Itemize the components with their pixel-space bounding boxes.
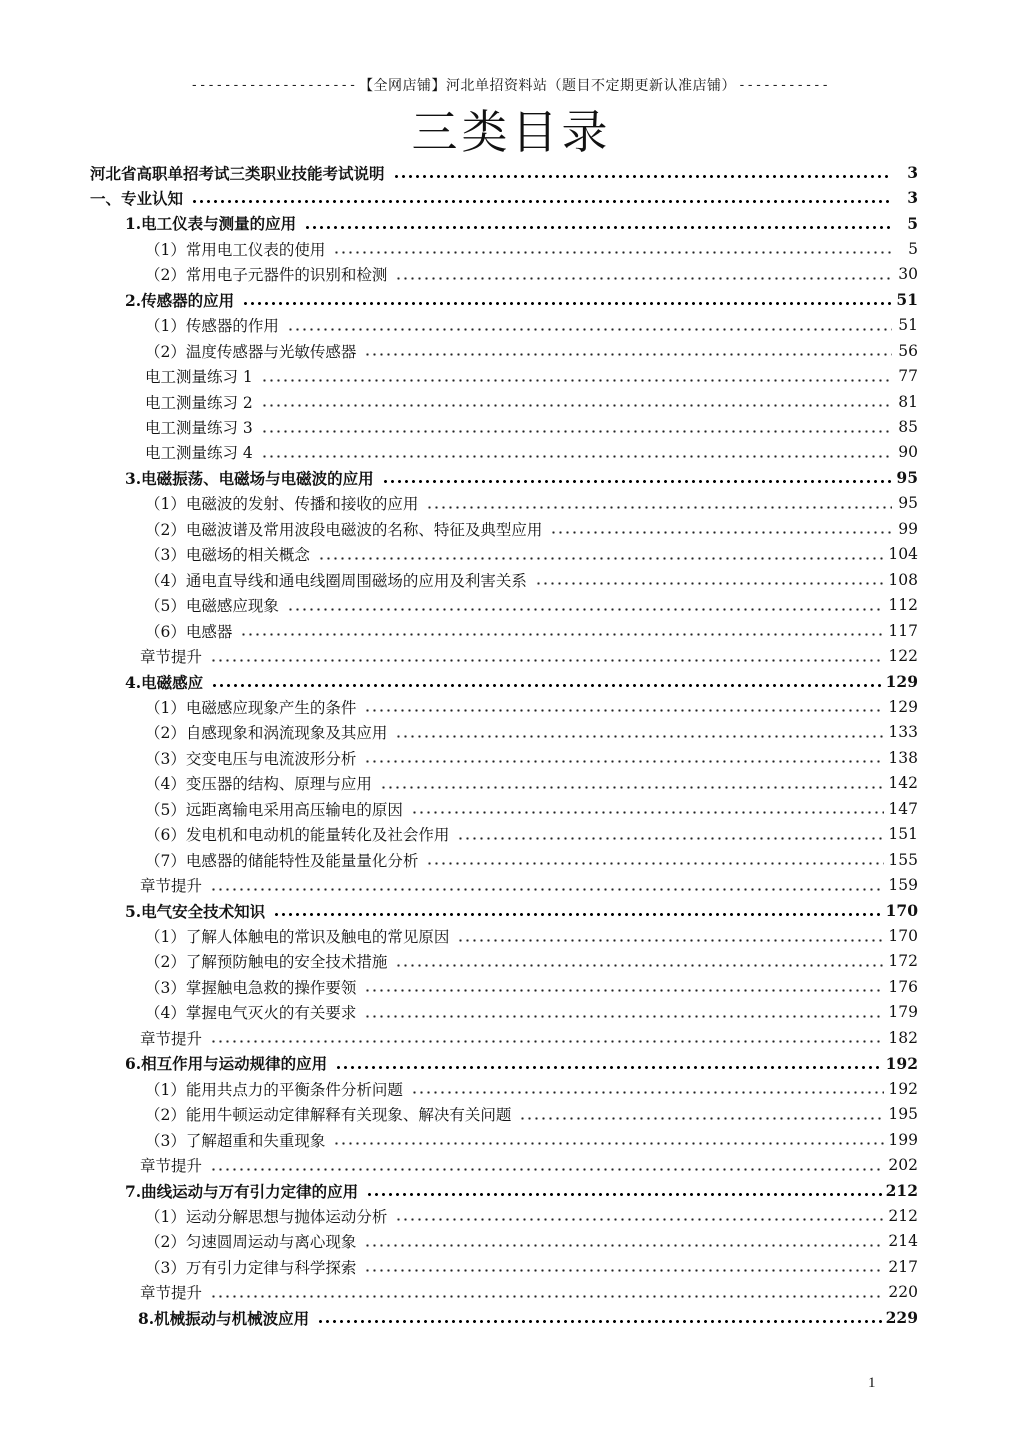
toc-dot-leader (210, 1040, 884, 1043)
toc-entry (125, 898, 918, 923)
toc-entry-page: 112 (888, 596, 918, 615)
toc-entry-label: 5.电气安全技术知识 (125, 901, 266, 921)
toc-entry (145, 618, 918, 643)
toc-entry-page: 90 (898, 443, 918, 462)
toc-entry-page: 5 (908, 239, 918, 258)
toc-entry-page: 3 (907, 163, 918, 182)
toc-dot-leader (304, 225, 892, 229)
toc-dot-leader (395, 277, 892, 280)
toc-dot-leader (411, 1091, 885, 1094)
toc-entry-label: （2）能用牛顿运动定律解释有关现象、解决有关问题 (145, 1106, 512, 1125)
toc-entry-label: （1）能用共点力的平衡条件分析问题 (145, 1080, 403, 1099)
toc-entry (125, 465, 918, 490)
toc-dot-leader (364, 709, 884, 712)
toc-entry (145, 440, 918, 465)
toc-entry-page: 30 (898, 265, 918, 284)
toc-dot-leader (364, 1015, 884, 1018)
toc-entry (125, 1051, 918, 1076)
toc-entry-page: 170 (885, 901, 918, 921)
banner-dashes-right: ----------- (737, 77, 830, 93)
toc-entry (145, 364, 918, 389)
toc-entry-page: 108 (888, 570, 918, 589)
toc-entry (145, 491, 918, 516)
toc-entry-label: （2）温度传感器与光敏传感器 (145, 342, 357, 361)
toc-entry-page: 217 (888, 1257, 918, 1276)
toc-entry (145, 924, 918, 949)
toc-entry (145, 1203, 918, 1228)
toc-entry (145, 796, 918, 821)
toc-entry-label: 章节提升 (140, 877, 203, 896)
toc-entry-label: 7.曲线运动与万有引力定律的应用 (125, 1181, 359, 1201)
toc-dot-leader (287, 608, 885, 611)
toc-entry-label: 一、专业认知 (90, 188, 184, 208)
toc-dot-leader (535, 582, 885, 585)
toc-dot-leader (550, 531, 892, 534)
toc-entry-page: 95 (898, 494, 918, 513)
toc-entry-page: 133 (888, 723, 918, 742)
toc-entry-label: 6.相互作用与运动规律的应用 (125, 1054, 328, 1074)
toc-dot-leader (364, 989, 884, 992)
toc-entry-label: （1）电磁感应现象产生的条件 (145, 698, 357, 717)
toc-entry-label: （3）掌握触电急救的操作要领 (145, 978, 357, 997)
toc-entry (145, 593, 918, 618)
toc-entry-page: 129 (885, 672, 918, 691)
toc-entry-label: 章节提升 (140, 1157, 203, 1176)
toc-entry-label: 电工测量练习 3 (145, 419, 253, 437)
toc-entry (145, 1229, 918, 1254)
toc-entry (145, 338, 918, 363)
toc-entry-page: 151 (888, 825, 918, 844)
toc-entry (145, 949, 918, 974)
toc-entry (145, 262, 918, 287)
toc-entry (90, 160, 918, 185)
toc-entry-label: （1）了解人体触电的常识及触电的常见原因 (145, 928, 450, 946)
toc-entry-page: 99 (898, 519, 918, 538)
toc-entry-label: （5）远距离输电采用高压输电的原因 (145, 800, 403, 819)
toc-entry (145, 236, 918, 261)
toc-entry (140, 1025, 918, 1050)
toc-dot-leader (318, 557, 885, 560)
toc-entry (90, 185, 918, 210)
toc-entry-page: 199 (888, 1130, 918, 1149)
toc-entry (145, 542, 918, 567)
toc-entry (125, 211, 918, 236)
toc-dot-leader (273, 913, 881, 917)
toc-entry-page: 5 (907, 213, 918, 233)
toc-entry-label: 3.电磁振荡、电磁场与电磁波的应用 (125, 468, 374, 488)
toc-dot-leader (364, 1269, 884, 1272)
toc-entry (125, 1178, 918, 1203)
toc-dot-leader (242, 302, 892, 306)
toc-entry (145, 1127, 918, 1152)
toc-dot-leader (519, 1117, 884, 1120)
toc-entry-label: （4）掌握电气灭火的有关要求 (145, 1004, 357, 1023)
toc-dot-leader (261, 379, 892, 382)
toc-entry-page: 182 (888, 1028, 918, 1047)
toc-entry (145, 1254, 918, 1279)
toc-entry-label: （2）常用电子元器件的识别和检测 (145, 266, 388, 285)
toc-entry-page: 117 (888, 621, 918, 640)
toc-entry-label: （1）运动分解思想与抛体运动分析 (145, 1207, 388, 1226)
toc-entry-label: （2）了解预防触电的安全技术措施 (145, 953, 388, 972)
page-number: 1 (868, 1375, 876, 1391)
toc-entry-label: （4）变压器的结构、原理与应用 (145, 775, 372, 794)
toc-entry-label: （2）自感现象和涡流现象及其应用 (145, 724, 388, 743)
toc-dot-leader (364, 1244, 884, 1247)
toc-dot-leader (261, 455, 892, 458)
toc-dot-leader (210, 1168, 884, 1171)
toc-entry-page: 51 (898, 316, 918, 335)
toc-entry (145, 389, 918, 414)
toc-entry-page: 212 (888, 1206, 918, 1225)
toc-entry-page: 77 (898, 367, 918, 386)
toc-entry-label: （1）传感器的作用 (145, 317, 279, 336)
toc-entry-label: （3）交变电压与电流波形分析 (145, 749, 357, 768)
toc-dot-leader (364, 353, 892, 356)
toc-entry-label: 章节提升 (140, 648, 203, 667)
shop-banner (160, 74, 860, 96)
toc-entry (125, 287, 918, 312)
toc-entry-label: 章节提升 (140, 1284, 203, 1303)
toc-entry (125, 669, 918, 694)
toc-entry (145, 720, 918, 745)
toc-entry-page: 95 (896, 468, 918, 488)
toc-entry-page: 122 (888, 647, 918, 666)
toc-entry-label: （3）万有引力定律与科学探索 (145, 1258, 357, 1277)
toc-entry-page: 147 (888, 799, 918, 818)
toc-entry (145, 694, 918, 719)
toc-entry-label: 电工测量练习 2 (145, 393, 253, 412)
toc-dot-leader (366, 1193, 881, 1197)
toc-entry-page: 142 (888, 774, 918, 793)
toc-entry (140, 873, 918, 898)
toc-entry-page: 81 (898, 392, 918, 411)
toc-entry (145, 1000, 918, 1025)
toc-entry (138, 1305, 918, 1330)
toc-entry-page: 214 (888, 1232, 918, 1251)
toc-entry-page: 159 (888, 876, 918, 895)
toc-dot-leader (317, 1320, 881, 1324)
toc-entry (145, 822, 918, 847)
toc-entry-page: 172 (888, 952, 918, 971)
toc-dot-leader (382, 480, 892, 484)
toc-entry (145, 1102, 918, 1127)
toc-entry-label: 电工测量练习 1 (145, 368, 253, 387)
toc-entry-page: 138 (888, 748, 918, 767)
toc-entry (140, 1280, 918, 1305)
toc-entry-label: 河北省高职单招考试三类职业技能考试说明 (90, 163, 385, 183)
toc-entry (145, 974, 918, 999)
toc-dot-leader (395, 735, 884, 738)
toc-entry (145, 771, 918, 796)
banner-text: 【全网店铺】河北单招资料站（题目不定期更新认准店铺） (358, 78, 736, 94)
toc-entry (145, 847, 918, 872)
toc-entry-label: （1）常用电工仪表的使用 (145, 240, 326, 259)
toc-entry-label: 4.电磁感应 (125, 672, 204, 692)
toc-dot-leader (210, 888, 884, 891)
toc-entry-label: （5）电磁感应现象 (145, 597, 279, 616)
toc-dot-leader (191, 200, 892, 204)
toc-entry (145, 516, 918, 541)
toc-entry-page: 56 (898, 341, 918, 360)
toc-entry-label: （4）通电直导线和通电线圈周围磁场的应用及利害关系 (145, 571, 527, 590)
toc-entry-page: 179 (888, 1003, 918, 1022)
toc-dot-leader (333, 1142, 884, 1145)
toc-entry-label: （2）电磁波谱及常用波段电磁波的名称、特征及典型应用 (145, 520, 543, 539)
toc-entry (145, 415, 918, 440)
toc-dot-leader (364, 760, 884, 763)
toc-entry-page: 202 (888, 1156, 918, 1175)
toc-dot-leader (395, 1218, 884, 1221)
toc-entry-page: 220 (888, 1283, 918, 1302)
toc-entry-page: 192 (885, 1053, 918, 1073)
toc-entry-page: 129 (888, 697, 918, 716)
toc-dot-leader (393, 175, 892, 179)
toc-entry-label: （6）电感器 (145, 622, 233, 641)
toc-dot-leader (240, 633, 884, 636)
toc-entry (140, 1153, 918, 1178)
toc-entry-page: 229 (885, 1308, 918, 1328)
toc-dot-leader (380, 786, 885, 789)
toc-entry-label: （3）电磁场的相关概念 (145, 546, 310, 565)
toc-dot-leader (210, 1295, 884, 1298)
toc-entry-label: （2）匀速圆周运动与离心现象 (145, 1233, 357, 1252)
toc-entry-page: 3 (907, 188, 918, 208)
toc-dot-leader (211, 684, 881, 688)
toc-dot-leader (333, 251, 892, 254)
toc-entry-label: 1.电工仪表与测量的应用 (125, 214, 297, 234)
toc-entry-page: 104 (888, 545, 918, 564)
toc-dot-leader (426, 862, 884, 865)
toc-dot-leader (210, 659, 884, 662)
toc-dot-leader (261, 430, 892, 433)
toc-entry-label: （1）电磁波的发射、传播和接收的应用 (145, 495, 419, 514)
banner-dashes-left: -------------------- (190, 77, 357, 93)
toc-dot-leader (395, 964, 884, 967)
toc-entry-page: 51 (896, 290, 918, 310)
toc-entry (145, 313, 918, 338)
toc-dot-leader (287, 328, 892, 331)
toc-entry-page: 176 (888, 977, 918, 996)
toc-entry-label: 2.传感器的应用 (125, 290, 235, 310)
toc-dot-leader (261, 404, 892, 407)
toc-dot-leader (335, 1065, 881, 1069)
toc-entry (145, 567, 918, 592)
toc-dot-leader (411, 811, 885, 814)
toc-entry-label: （6）发电机和电动机的能量转化及社会作用 (145, 826, 450, 845)
toc-entry-page: 85 (898, 418, 918, 436)
toc-dot-leader (457, 939, 884, 942)
toc-entry-label: （7）电感器的储能特性及能量量化分析 (145, 851, 419, 870)
toc-entry (145, 1076, 918, 1101)
toc-entry-label: 章节提升 (140, 1029, 203, 1048)
toc-dot-leader (426, 506, 892, 509)
toc-entry-label: （3）了解超重和失重现象 (145, 1131, 326, 1150)
toc-dot-leader (457, 837, 884, 840)
toc-entry-page: 195 (888, 1105, 918, 1124)
toc-entry-page: 192 (888, 1079, 918, 1098)
toc-entry (140, 644, 918, 669)
toc-entry-page: 212 (885, 1181, 918, 1200)
toc-entry-label: 电工测量练习 4 (145, 444, 253, 463)
toc-entry-page: 155 (888, 850, 918, 869)
page-title: 三类目录 (411, 105, 612, 159)
toc-entry-page: 170 (888, 927, 918, 945)
toc-entry-label: 8.机械振动与机械波应用 (138, 1308, 310, 1328)
toc-entry (145, 745, 918, 770)
